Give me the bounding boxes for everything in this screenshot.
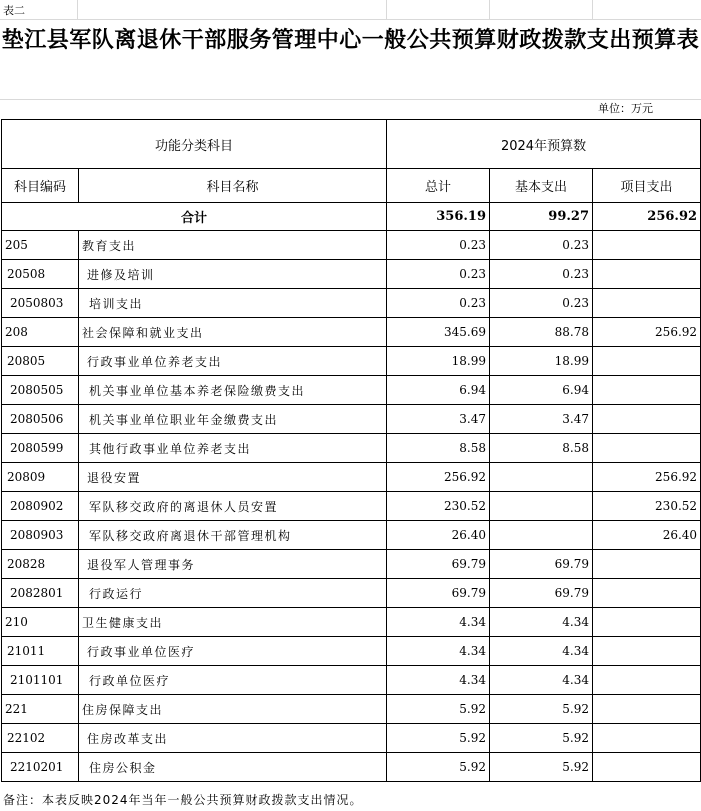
row-total: 256.92: [387, 463, 490, 492]
row-total: 5.92: [387, 724, 490, 753]
row-name: 住房保障支出: [79, 695, 387, 724]
header-name: 科目名称: [79, 169, 387, 203]
page-title: [0, 26, 701, 56]
row-total: 69.79: [387, 550, 490, 579]
header-row-2: [2, 169, 701, 203]
total-basic: 99.27: [490, 203, 593, 231]
row-code: 2101101: [2, 666, 79, 695]
row-basic: [490, 492, 593, 521]
row-total: 69.79: [387, 579, 490, 608]
row-name: 行政单位医疗: [79, 666, 387, 695]
total-amount: 356.19: [387, 203, 490, 231]
row-name: 机关事业单位职业年金缴费支出: [79, 405, 387, 434]
row-basic: 0.23: [490, 260, 593, 289]
row-basic: 4.34: [490, 637, 593, 666]
table-row: [2, 463, 701, 492]
table-row: [2, 405, 701, 434]
row-basic: 3.47: [490, 405, 593, 434]
row-project: [593, 434, 701, 463]
row-name: 退役军人管理事务: [79, 550, 387, 579]
table-row: [2, 347, 701, 376]
title-text: 垫江县军队离退休干部服务管理中心一般公共预算财政拨款支出预算表: [1, 28, 700, 53]
row-name: 行政事业单位养老支出: [79, 347, 387, 376]
row-total: 230.52: [387, 492, 490, 521]
row-code: 20508: [2, 260, 79, 289]
row-total: 6.94: [387, 376, 490, 405]
row-code: 208: [2, 318, 79, 347]
row-project: [593, 695, 701, 724]
table-row: [2, 492, 701, 521]
row-project: [593, 260, 701, 289]
total-label: 合计: [2, 203, 387, 231]
budget-table: [1, 119, 701, 782]
row-total: 18.99: [387, 347, 490, 376]
row-total: 5.92: [387, 695, 490, 724]
row-code: 210: [2, 608, 79, 637]
row-basic: 0.23: [490, 231, 593, 260]
table-body: [2, 231, 701, 782]
row-basic: [490, 521, 593, 550]
row-project: [593, 666, 701, 695]
row-project: 26.40: [593, 521, 701, 550]
row-project: [593, 347, 701, 376]
row-basic: 5.92: [490, 724, 593, 753]
table-tag: 表二: [3, 4, 25, 17]
footnote: 备注：本表反映2024年当年一般公共预算财政拨款支出情况。: [3, 793, 363, 807]
table-row: [2, 637, 701, 666]
row-project: 256.92: [593, 463, 701, 492]
row-basic: 5.92: [490, 753, 593, 782]
row-total: 3.47: [387, 405, 490, 434]
row-project: [593, 289, 701, 318]
row-name: 培训支出: [79, 289, 387, 318]
row-basic: 88.78: [490, 318, 593, 347]
row-code: 22102: [2, 724, 79, 753]
row-name: 行政事业单位医疗: [79, 637, 387, 666]
row-project: [593, 608, 701, 637]
row-name: 住房改革支出: [79, 724, 387, 753]
row-code: 2080505: [2, 376, 79, 405]
row-code: 2080902: [2, 492, 79, 521]
table-row: [2, 376, 701, 405]
table-row: [2, 434, 701, 463]
row-basic: 8.58: [490, 434, 593, 463]
row-project: [593, 376, 701, 405]
unit-label: 单位：万元: [598, 102, 653, 115]
row-name: 行政运行: [79, 579, 387, 608]
table-row: [2, 231, 701, 260]
row-basic: 18.99: [490, 347, 593, 376]
row-name: 机关事业单位基本养老保险缴费支出: [79, 376, 387, 405]
row-basic: 5.92: [490, 695, 593, 724]
row-name: 军队移交政府的离退休人员安置: [79, 492, 387, 521]
row-name: 教育支出: [79, 231, 387, 260]
row-basic: 69.79: [490, 579, 593, 608]
row-code: 20805: [2, 347, 79, 376]
row-code: 205: [2, 231, 79, 260]
row-name: 退役安置: [79, 463, 387, 492]
header-row-1: [2, 120, 701, 169]
table-row: [2, 666, 701, 695]
row-total: 345.69: [387, 318, 490, 347]
table-row: [2, 260, 701, 289]
header-project: 项目支出: [593, 169, 701, 203]
row-project: [593, 579, 701, 608]
row-basic: 6.94: [490, 376, 593, 405]
header-functional-category: 功能分类科目: [2, 120, 387, 169]
row-total: 4.34: [387, 608, 490, 637]
row-basic: 0.23: [490, 289, 593, 318]
row-name: 卫生健康支出: [79, 608, 387, 637]
row-code: 2082801: [2, 579, 79, 608]
header-total: 总计: [387, 169, 490, 203]
row-basic: 4.34: [490, 666, 593, 695]
row-code: 20828: [2, 550, 79, 579]
row-project: [593, 753, 701, 782]
row-project: [593, 550, 701, 579]
row-project: 230.52: [593, 492, 701, 521]
row-code: 2080903: [2, 521, 79, 550]
header-basic: 基本支出: [490, 169, 593, 203]
row-project: 256.92: [593, 318, 701, 347]
row-code: 2210201: [2, 753, 79, 782]
row-basic: 4.34: [490, 608, 593, 637]
row-code: 2050803: [2, 289, 79, 318]
row-total: 4.34: [387, 666, 490, 695]
table-row: [2, 579, 701, 608]
row-total: 4.34: [387, 637, 490, 666]
row-code: 2080599: [2, 434, 79, 463]
row-project: [593, 724, 701, 753]
row-name: 其他行政事业单位养老支出: [79, 434, 387, 463]
table-row: [2, 318, 701, 347]
row-name: 社会保障和就业支出: [79, 318, 387, 347]
table-row: [2, 724, 701, 753]
row-code: 2080506: [2, 405, 79, 434]
total-row: [2, 203, 701, 231]
row-code: 21011: [2, 637, 79, 666]
header-budget-year: 2024年预算数: [387, 120, 701, 169]
row-project: [593, 231, 701, 260]
row-total: 0.23: [387, 260, 490, 289]
row-name: 住房公积金: [79, 753, 387, 782]
table-row: [2, 521, 701, 550]
row-name: 军队移交政府离退休干部管理机构: [79, 521, 387, 550]
row-total: 8.58: [387, 434, 490, 463]
row-name: 进修及培训: [79, 260, 387, 289]
table-row: [2, 695, 701, 724]
row-project: [593, 637, 701, 666]
row-code: 221: [2, 695, 79, 724]
row-total: 0.23: [387, 231, 490, 260]
table-row: [2, 753, 701, 782]
row-total: 0.23: [387, 289, 490, 318]
total-project: 256.92: [593, 203, 701, 231]
table-row: [2, 550, 701, 579]
row-total: 5.92: [387, 753, 490, 782]
row-code: 20809: [2, 463, 79, 492]
row-basic: [490, 463, 593, 492]
row-basic: 69.79: [490, 550, 593, 579]
row-total: 26.40: [387, 521, 490, 550]
table-row: [2, 608, 701, 637]
table-row: [2, 289, 701, 318]
row-project: [593, 405, 701, 434]
header-code: 科目编码: [2, 169, 79, 203]
